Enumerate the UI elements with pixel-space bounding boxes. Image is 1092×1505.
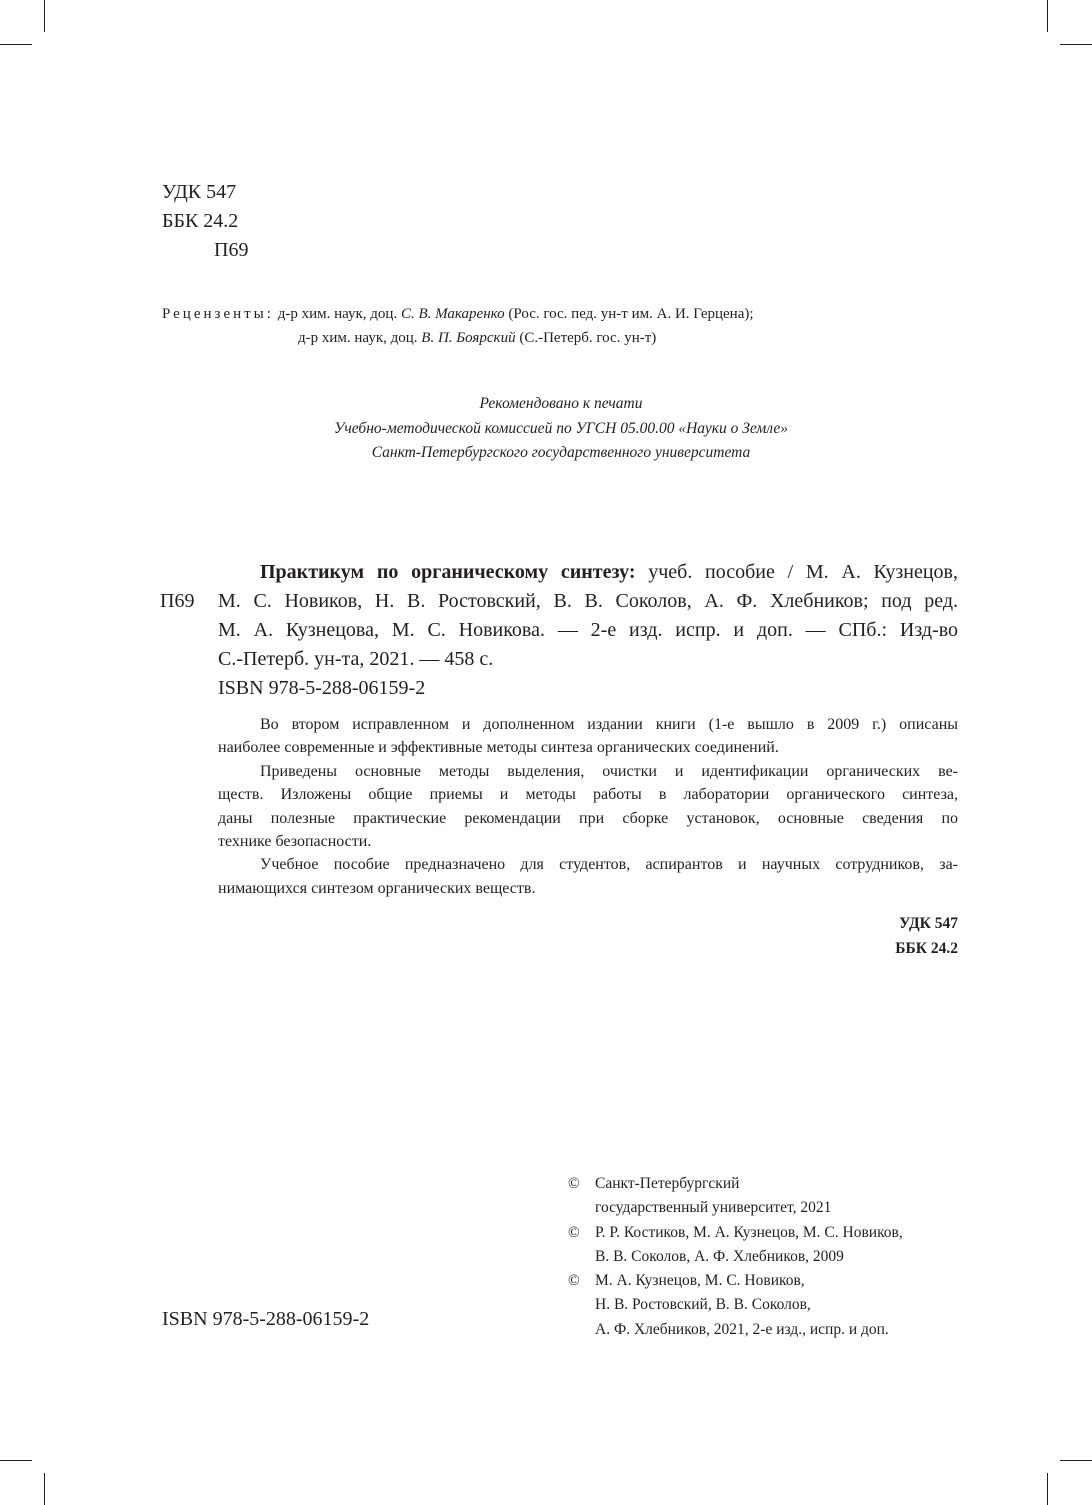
bbk-code: ББК 24.2 [162, 210, 239, 232]
crop-mark-bottom-left-horizontal [0, 1460, 32, 1461]
copyright-symbol: © [568, 1175, 580, 1192]
crop-mark-top-left-vertical [44, 0, 45, 32]
abstract-p2-line-2: ществ. Изложены общие приемы и методы работы в лаборатории органического синтеза, [218, 786, 958, 804]
abstract-p3-line-1: Учебное пособие предназначено для студентов, аспирантов и научных сотрудников, за- [260, 856, 958, 874]
classification-right [895, 912, 958, 961]
copyright-item-2 [568, 1221, 903, 1270]
reviewer-2-organization: (С.-Петерб. гос. ун-т) [519, 330, 657, 346]
reviewer-2-degree: д-р хим. наук, доц. [298, 330, 418, 346]
crop-mark-bottom-right-vertical [1047, 1473, 1048, 1505]
reviewers-label: Рецензенты: [162, 306, 274, 322]
crop-mark-top-right-vertical [1047, 0, 1048, 32]
recommendation-block [162, 392, 960, 466]
bibliography-isbn: ISBN 978-5-288-06159-2 [218, 677, 426, 699]
book-title: Практикум по органическому синтезу: [260, 561, 636, 583]
bbk-code-right: ББК 24.2 [895, 939, 958, 957]
abstract-p2-line-1: Приведены основные методы выделения, очистки и идентификации органических ве- [260, 762, 958, 780]
copyright-1-line-1: Санкт-Петербургский [595, 1175, 740, 1192]
reviewers-line-1 [162, 306, 754, 322]
reviewer-2-name: В. П. Боярский [421, 330, 516, 346]
reviewer-1-name: С. В. Макаренко [400, 306, 505, 322]
abstract-p1-line-2: наиболее современные и эффективные методы синтеза органических соединений. [218, 739, 779, 757]
udk-code-right: УДК 547 [899, 915, 958, 932]
abstract-p1-line-1: Во втором исправленном и дополненном издании книги (1-е вышло в 2009 г.) описаны [260, 716, 958, 733]
bibliography-author-sign: П69 [160, 590, 195, 612]
crop-mark-bottom-right-horizontal [1060, 1460, 1092, 1461]
reviewer-1-degree: д-р хим. наук, доц. [277, 306, 398, 322]
bibliography-line-1 [218, 558, 958, 587]
recommendation-line-1: Рекомендовано к печати [479, 395, 643, 412]
recommendation-line-2: Учебно-методической комиссией по УГСН 05.00.00 «Науки о Земле» [333, 419, 789, 437]
abstract-p2-line-3: даны полезные практические рекомендации при сборке установок, основные сведения по [218, 809, 958, 827]
crop-mark-bottom-left-vertical [44, 1473, 45, 1505]
copyright-3-line-1: М. А. Кузнецов, М. С. Новиков, [595, 1272, 805, 1290]
recommendation-line-3: Санкт-Петербургского государственного университета [371, 444, 751, 461]
bibliography-line-3: М. А. Кузнецова, М. С. Новикова. — 2-е изд. испр. и доп. — СПб.: Изд-во [218, 619, 958, 641]
crop-mark-top-right-horizontal [1060, 44, 1092, 45]
copyright-symbol: © [568, 1272, 580, 1290]
copyright-2-line-1: Р. Р. Костиков, М. А. Кузнецов, М. С. Новиков, [595, 1223, 903, 1241]
copyright-symbol: © [568, 1223, 580, 1241]
bibliography-line-1-rest: учеб. пособие / М. А. Кузнецов, [635, 561, 958, 583]
reviewers-block [162, 302, 754, 350]
bibliography-line-2: М. С. Новиков, Н. В. Ростовский, В. В. Соколов, А. Ф. Хлебников; под ред. [218, 590, 958, 612]
abstract-p2-line-4: технике безопасности. [218, 832, 372, 850]
copyright-block [568, 1172, 903, 1342]
reviewers-line-2 [162, 326, 754, 350]
copyright-item-1 [568, 1172, 903, 1221]
copyright-3-line-2: Н. В. Ростовский, В. В. Соколов, [595, 1296, 811, 1314]
copyright-2-line-2: В. В. Соколов, А. Ф. Хлебников, 2009 [595, 1247, 844, 1265]
udk-code: УДК 547 [162, 181, 237, 203]
copyright-1-line-2: государственный университет, 2021 [595, 1199, 832, 1217]
bibliography-line-4: С.-Петерб. ун-та, 2021. — 458 с. [218, 648, 494, 670]
abstract-p3-line-2: нимающихся синтезом органических веществ. [218, 879, 536, 897]
isbn-bottom: ISBN 978-5-288-06159-2 [162, 1308, 370, 1330]
author-sign: П69 [214, 239, 249, 261]
bibliographic-record [218, 558, 958, 703]
reviewer-1-organization: (Рос. гос. пед. ун-т им. А. И. Герцена); [508, 306, 754, 322]
copyright-item-3 [568, 1269, 903, 1342]
copyright-3-line-3: А. Ф. Хлебников, 2021, 2-е изд., испр. и доп. [595, 1320, 889, 1338]
crop-mark-top-left-horizontal [0, 44, 32, 45]
abstract-block [218, 713, 958, 900]
classification-codes [162, 178, 248, 265]
